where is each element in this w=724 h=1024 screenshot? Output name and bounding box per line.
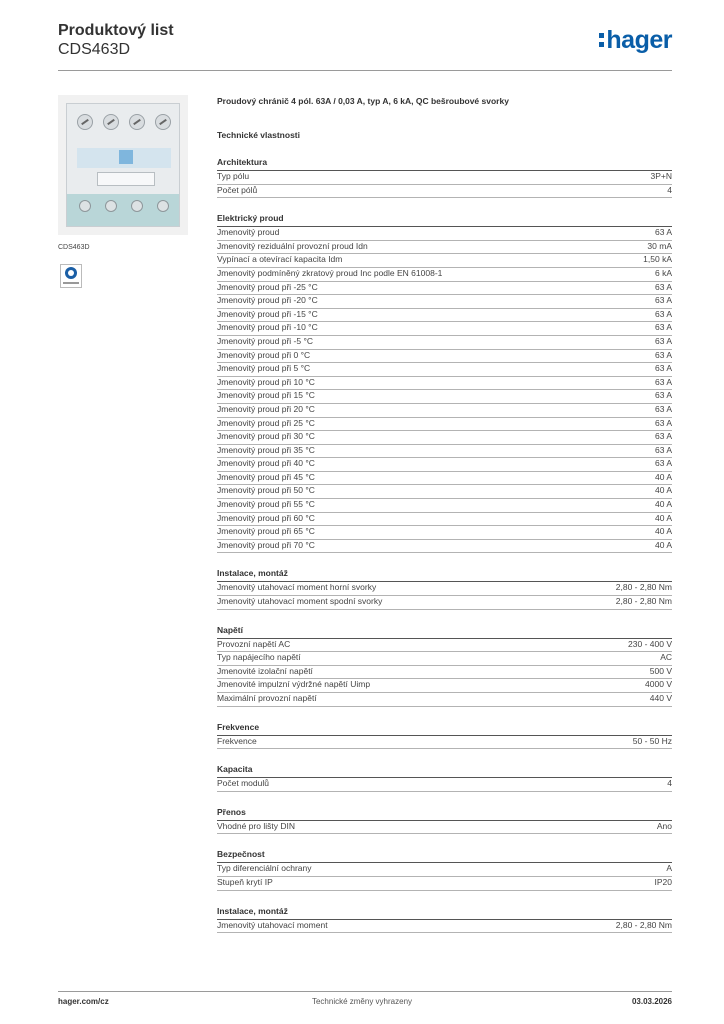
spec-label: Jmenovitý proud při 60 °C [217,512,315,523]
test-button-icon [119,150,133,164]
footer-divider [58,991,672,992]
spec-row [217,282,672,296]
spec-row [217,540,672,554]
spec-label: Jmenovitý proud při 45 °C [217,471,315,482]
spec-label: Jmenovité impulzní výdržné napětí Uimp [217,679,371,690]
spec-label: Jmenovitý utahovací moment [217,919,328,930]
spec-label: Jmenovitý proud při 50 °C [217,485,315,496]
spec-row [217,241,672,255]
spec-value: 63 A [654,295,672,306]
logo-text: hager [606,26,672,54]
spec-value: 4 [667,184,672,195]
spec-value: 2,80 - 2,80 Nm [615,582,672,593]
spec-value: 4 [667,778,672,789]
spec-row [217,821,672,835]
spec-label: Maximální provozní napětí [217,693,317,703]
lever-icon [97,172,155,186]
spec-row [217,877,672,891]
spec-label: Jmenovitý proud [217,227,280,238]
hager-logo [599,26,672,55]
spec-label: Jmenovitý proud při -10 °C [217,322,318,333]
terminal-screw-icon [155,114,171,130]
spec-sections [217,156,672,933]
spec-value: 63 A [654,363,672,374]
spec-value: 63 A [654,403,672,414]
section-title: Elektrický proud [217,212,672,227]
spec-value: AC [660,652,672,663]
spec-row [217,666,672,680]
section-title: Bezpečnost [217,848,672,863]
spec-row [217,171,672,185]
spec-row [217,363,672,377]
spec-value: 2,80 - 2,80 Nm [615,596,672,607]
section-title: Frekvence [217,721,672,736]
spec-row [217,778,672,792]
spec-label: Typ napájecího napětí [217,652,301,663]
spec-value: 63 A [654,335,672,346]
terminal-screw-icon [77,114,93,130]
spec-label: Jmenovitý proud při 15 °C [217,390,315,401]
spec-value: 40 A [654,539,672,550]
quality-seal-icon [60,264,82,288]
product-image [58,95,188,235]
terminal-screw-icon [103,114,119,130]
section-title: Kapacita [217,763,672,778]
spec-row [217,639,672,653]
spec-value: 4000 V [645,679,672,690]
spec-section [217,567,672,609]
terminal-screw-icon [129,114,145,130]
spec-value: 2,80 - 2,80 Nm [615,919,672,930]
document-title: Produktový list [58,22,174,39]
product-code: CDS463D [58,41,131,58]
spec-section [217,806,672,835]
spec-label: Jmenovité izolační napětí [217,665,313,676]
spec-value: 440 V [649,693,672,703]
section-title: Instalace, montáž [217,905,672,920]
spec-value: 63 A [654,308,672,319]
spec-value: Ano [656,820,672,831]
spec-row [217,863,672,877]
spec-row [217,431,672,445]
spec-section [217,156,672,198]
terminal-screw-icon [131,200,143,212]
spec-row [217,693,672,707]
terminal-screw-icon [157,200,169,212]
spec-value: 63 A [654,458,672,469]
spec-row [217,679,672,693]
spec-row [217,499,672,513]
spec-value: 1,50 kA [643,254,672,265]
spec-value: 40 A [654,526,672,537]
spec-row [217,322,672,336]
spec-row [217,920,672,934]
terminal-screw-icon [79,200,91,212]
spec-value: 500 V [649,665,672,676]
spec-value: 40 A [654,499,672,510]
spec-row [217,736,672,750]
spec-section [217,848,672,890]
spec-row [217,513,672,527]
section-title: Architektura [217,156,672,171]
spec-label: Jmenovitý proud při 40 °C [217,458,315,469]
spec-section [217,624,672,707]
section-title: Instalace, montáž [217,567,672,582]
page-header [58,20,672,68]
spec-label: Stupeň krytí IP [217,876,273,887]
footer-note: Technické změny vyhrazeny [311,997,413,1006]
spec-label: Vypínací a otevírací kapacita Idm [217,254,343,265]
spec-row [217,350,672,364]
spec-value: 63 A [654,349,672,360]
spec-label: Jmenovitý proud při 10 °C [217,376,315,387]
terminal-screw-icon [105,200,117,212]
spec-row [217,445,672,459]
spec-value: IP20 [654,876,672,887]
spec-label: Jmenovitý proud při 65 °C [217,526,315,537]
spec-value: 40 A [654,471,672,482]
spec-label: Frekvence [217,735,257,746]
product-description: Proudový chránič 4 pól. 63A / 0,03 A, typ A, 6 kA, QC bešroubové svorky [217,96,509,106]
spec-value: 63 A [654,227,672,238]
spec-row [217,309,672,323]
spec-label: Jmenovitý proud při -15 °C [217,308,318,319]
spec-value: A [666,863,672,874]
spec-label: Jmenovitý proud při 30 °C [217,431,315,442]
spec-label: Jmenovitý proud při 0 °C [217,349,311,360]
section-title: Přenos [217,806,672,821]
spec-label: Jmenovitý proud při 70 °C [217,539,315,550]
spec-label: Počet pólů [217,184,258,195]
spec-value: 63 A [654,390,672,401]
spec-row [217,227,672,241]
spec-content [217,94,672,933]
spec-value: 63 A [654,322,672,333]
spec-label: Provozní napětí AC [217,638,291,649]
spec-value: 3P+N [650,171,672,181]
spec-value: 63 A [654,376,672,387]
spec-label: Vhodné pro lišty DIN [217,820,295,831]
spec-row [217,458,672,472]
spec-value: 63 A [654,431,672,442]
spec-label: Počet modulů [217,778,269,789]
spec-label: Jmenovitý proud při 5 °C [217,363,311,374]
spec-label: Jmenovitý proud při -25 °C [217,281,318,292]
spec-value: 50 - 50 Hz [632,735,672,746]
spec-row [217,652,672,666]
spec-value: 40 A [654,512,672,523]
spec-row [217,526,672,540]
spec-row [217,268,672,282]
section-title: Napětí [217,624,672,639]
spec-value: 30 mA [647,240,672,251]
spec-value: 40 A [654,485,672,496]
spec-value: 6 kA [654,267,672,278]
spec-label: Jmenovitý proud při 55 °C [217,499,315,510]
spec-label: Jmenovitý utahovací moment spodní svorky [217,596,383,607]
spec-row [217,596,672,610]
spec-section [217,905,672,934]
image-caption: CDS463D [58,244,90,251]
spec-row [217,485,672,499]
header-divider [58,70,672,71]
spec-row [217,377,672,391]
spec-row [217,295,672,309]
footer-date: 03.03.2026 [631,997,672,1006]
spec-label: Typ pólu [217,171,250,181]
footer-website: hager.com/cz [58,997,109,1006]
spec-row [217,336,672,350]
spec-label: Jmenovitý utahovací moment horní svorky [217,582,377,593]
spec-section [217,721,672,750]
spec-row [217,390,672,404]
spec-value: 63 A [654,417,672,428]
spec-label: Jmenovitý reziduální provozní proud Idn [217,240,368,251]
spec-row [217,418,672,432]
technical-properties-heading: Technické vlastnosti [217,130,300,140]
logo-colon-icon [599,33,604,49]
spec-row [217,185,672,199]
spec-row [217,404,672,418]
spec-value: 63 A [654,281,672,292]
spec-value: 230 - 400 V [628,638,672,649]
spec-section [217,763,672,792]
spec-label: Jmenovitý proud při 20 °C [217,403,315,414]
spec-label: Jmenovitý proud při 35 °C [217,444,315,455]
spec-row [217,582,672,596]
spec-label: Typ diferenciální ochrany [217,863,312,874]
spec-row [217,472,672,486]
spec-label: Jmenovitý proud při 25 °C [217,417,315,428]
spec-section [217,212,672,553]
spec-value: 63 A [654,444,672,455]
spec-label: Jmenovitý proud při -20 °C [217,295,318,306]
spec-label: Jmenovitý proud při -5 °C [217,335,313,346]
spec-label: Jmenovitý podmíněný zkratový proud Inc podle EN 61008-1 [217,267,443,278]
spec-row [217,254,672,268]
